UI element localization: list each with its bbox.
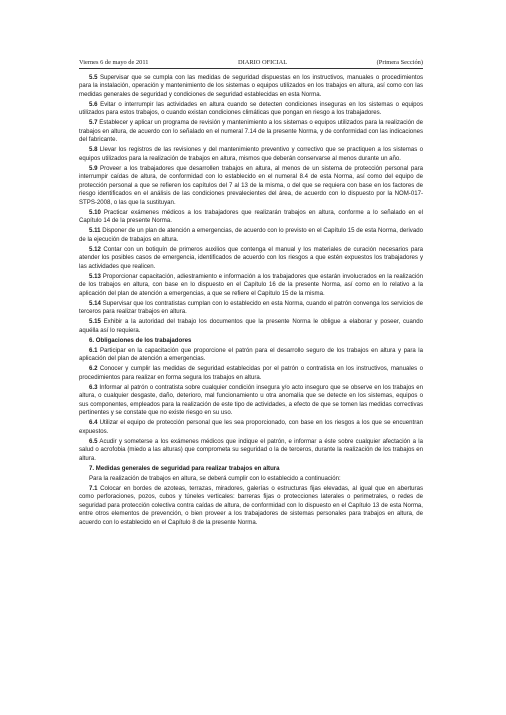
paragraph-number: 5.14 (89, 299, 101, 307)
paragraph-text: Exhibir a la autoridad del trabajo los documentos que la presente Norma le obligue a elaborar y poseer, cuando aquélla así lo requiera. (79, 318, 423, 334)
paragraph-text: Participar en la capacitación que proporcione el patrón para el desarrollo seguro de los trabajos en altura y para la aplicación del plan de atención a emergencias. (79, 346, 423, 363)
paragraph (79, 74, 423, 99)
paragraph (79, 146, 423, 163)
header-section: (Primera Sección) (376, 59, 423, 66)
paragraph-number: 5.5 (89, 74, 98, 81)
header-date: Viernes 6 de mayo de 2011 (79, 59, 149, 66)
paragraph-text: Utilizar el equipo de protección personal que les sea proporcionado, con base en los riesgos a los que se encuentran expuestos. (79, 419, 423, 435)
paragraph-text: Supervisar que se cumpla con las medidas de seguridad dispuestas en los instructivos, manuales o procedimientos para la instalación, operación y mantenimiento de los sistemas o equipos utilizados en los trabajos en altura, así como con las medidas generales de seguridad y condiciones de seguridad establecidas en esta Norma. (79, 74, 423, 98)
paragraph (79, 365, 423, 382)
paragraph-number: 5.9 (89, 164, 98, 172)
document-body (79, 74, 423, 529)
paragraph-text: Acudir y someterse a los exámenes médicos que indique el patrón, e informar a éste sobre cualquier afectación a la salud o acrofobia (miedo a las alturas) que comprometa su seguridad o la de terceros, durante la realización de los trabajos en altura. (79, 437, 424, 462)
paragraph-text: Disponer de un plan de atención a emergencias, de acuerdo con lo previsto en el Capítulo 15 de esta Norma, derivado de la ejecución de trabajos en altura. (79, 227, 423, 243)
paragraph-number: 5.10 (89, 208, 101, 216)
paragraph (79, 273, 423, 298)
paragraph-text: Practicar exámenes médicos a los trabajadores que realizarán trabajos en altura, conforme a lo señalado en el Capítulo 14 de la presente Norma. (79, 208, 423, 225)
paragraph-text: Supervisar que los contratistas cumplan con lo establecido en esta Norma, cuando el patrón convenga los servicios de terceros para realizar trabajos en altura. (79, 299, 423, 316)
paragraph (79, 101, 423, 118)
paragraph (79, 300, 423, 317)
header-rule (79, 68, 423, 69)
paragraph-text: Colocar en bordes de azoteas, terrazas, miradores, galerías o estructuras fijas elevadas, al igual que en aberturas como perforaciones, pozos, cubos y túneles verticales: barreras fijas o protecciones laterales o perimetrales, o redes de seguridad para protección colectiva contra caídas de altura, de conformidad con lo dispuesto en el Capítulo 13 de esta Norma, entre otros elementos de prevención, o bien proveer a los trabajadores de sistemas personales para trabajos en altura, de acuerdo con lo establecido en el Capítulo 8 de la presente Norma. (79, 485, 423, 526)
paragraph-number: 6.2 (89, 365, 98, 373)
paragraph (79, 227, 423, 244)
paragraph-text: Establecer y aplicar un programa de revisión y mantenimiento a los sistemas o equipos utilizados para la realización de trabajos en altura, de acuerdo con lo señalado en el numeral 7.14 de la presente Norma, y de conformidad con las indicaciones del fabricante. (79, 119, 423, 144)
paragraph (79, 419, 423, 436)
paragraph (79, 165, 423, 207)
paragraph-text: Conocer y cumplir las medidas de seguridad establecidas por el patrón o contratista en los instructivos, manuales o procedimientos para realizar en forma segura los trabajos en altura. (79, 365, 423, 381)
paragraph (79, 209, 423, 226)
paragraph (79, 384, 423, 418)
section-heading: 7. Medidas generales de seguridad para realizar trabajos en altura (89, 464, 280, 472)
paragraph-text: Llevar los registros de las revisiones y del mantenimiento preventivo y correctivo que se practiquen a los sistemas o equipos utilizados para la realización de trabajos en altura, mismos que deberán conservarse al menos durante un año. (79, 146, 423, 162)
page-header (79, 59, 423, 66)
paragraph (79, 438, 423, 463)
paragraph-text: Proporcionar capacitación, adiestramiento e información a los trabajadores que estarán involucrados en la realización de los trabajos en altura, con base en lo dispuesto en el Capítulo 16 de la presente Norma, así como en lo relativo a la aplicación del plan de atención a emergencias, a que se refiere el Capítulo 15 de la misma. (79, 272, 423, 297)
paragraph (79, 475, 423, 483)
paragraph-number: 6.3 (89, 383, 98, 391)
paragraph-number: 6.1 (89, 346, 98, 354)
paragraph-text: Contar con un botiquín de primeros auxilios que contenga el manual y los materiales de curación necesarios para atender los posibles casos de emergencia, identificados de acuerdo con los riesgos a que estén expuestos los trabajadores y las actividades que realicen. (79, 245, 423, 270)
paragraph-number: 5.12 (89, 245, 101, 253)
paragraph-number: 5.8 (89, 146, 98, 154)
paragraph-number: 5.6 (89, 100, 98, 108)
paragraph (79, 318, 423, 335)
paragraph (79, 347, 423, 364)
paragraph-number: 5.11 (89, 227, 101, 235)
paragraph (79, 119, 423, 144)
section-heading: 6. Obligaciones de los trabajadores (89, 336, 192, 344)
paragraph-number: 5.15 (89, 318, 101, 326)
paragraph-text: Proveer a los trabajadores que desarrollen trabajos en altura, al menos de un sistema de protección personal para interrumpir caídas de altura, de conformidad con lo establecido en el numeral 8.4 de esta Norma, así como del equipo de protección personal a que se refieren los capítulos del 7 al 13 de la misma, o del que se requiera con base en los factores de riesgo identificados en el análisis de las condiciones prevalecientes del área, de acuerdo con lo dispuesto por la NOM-017-STPS-2008, o las que la sustituyan. (79, 164, 423, 206)
paragraph-number: 5.7 (89, 119, 98, 127)
paragraph-number: 5.13 (89, 272, 101, 280)
paragraph (79, 246, 423, 271)
paragraph-text: Evitar o interrumpir las actividades en altura cuando se detecten condiciones inseguras en los sistemas o equipos utilizados para estos trabajos, o cuando existan condiciones climáticas que pongan en riesgo a los trabajadores. (79, 100, 423, 117)
header-publication: DIARIO OFICIAL (237, 59, 288, 66)
paragraph-text: Para la realización de trabajos en altura, se deberá cumplir con lo establecido a continuación: (89, 474, 341, 482)
paragraph (79, 485, 423, 527)
paragraph-number: 6.4 (89, 419, 98, 427)
paragraph-number: 7.1 (89, 485, 98, 493)
paragraph-text: Informar al patrón o contratista sobre cualquier condición insegura y/o acto inseguro que se observe en los trabajos en altura, o cualquier desgaste, daño, deterioro, mal funcionamiento u otra anomalía que se detecte en los sistemas, equipos o sus componentes, empleados para la realización de este tipo de actividades, a efecto de que se tomen las medidas correctivas pertinentes y se constate que no existe riesgo en su uso. (79, 383, 423, 417)
paragraph-number: 6.5 (89, 437, 98, 445)
